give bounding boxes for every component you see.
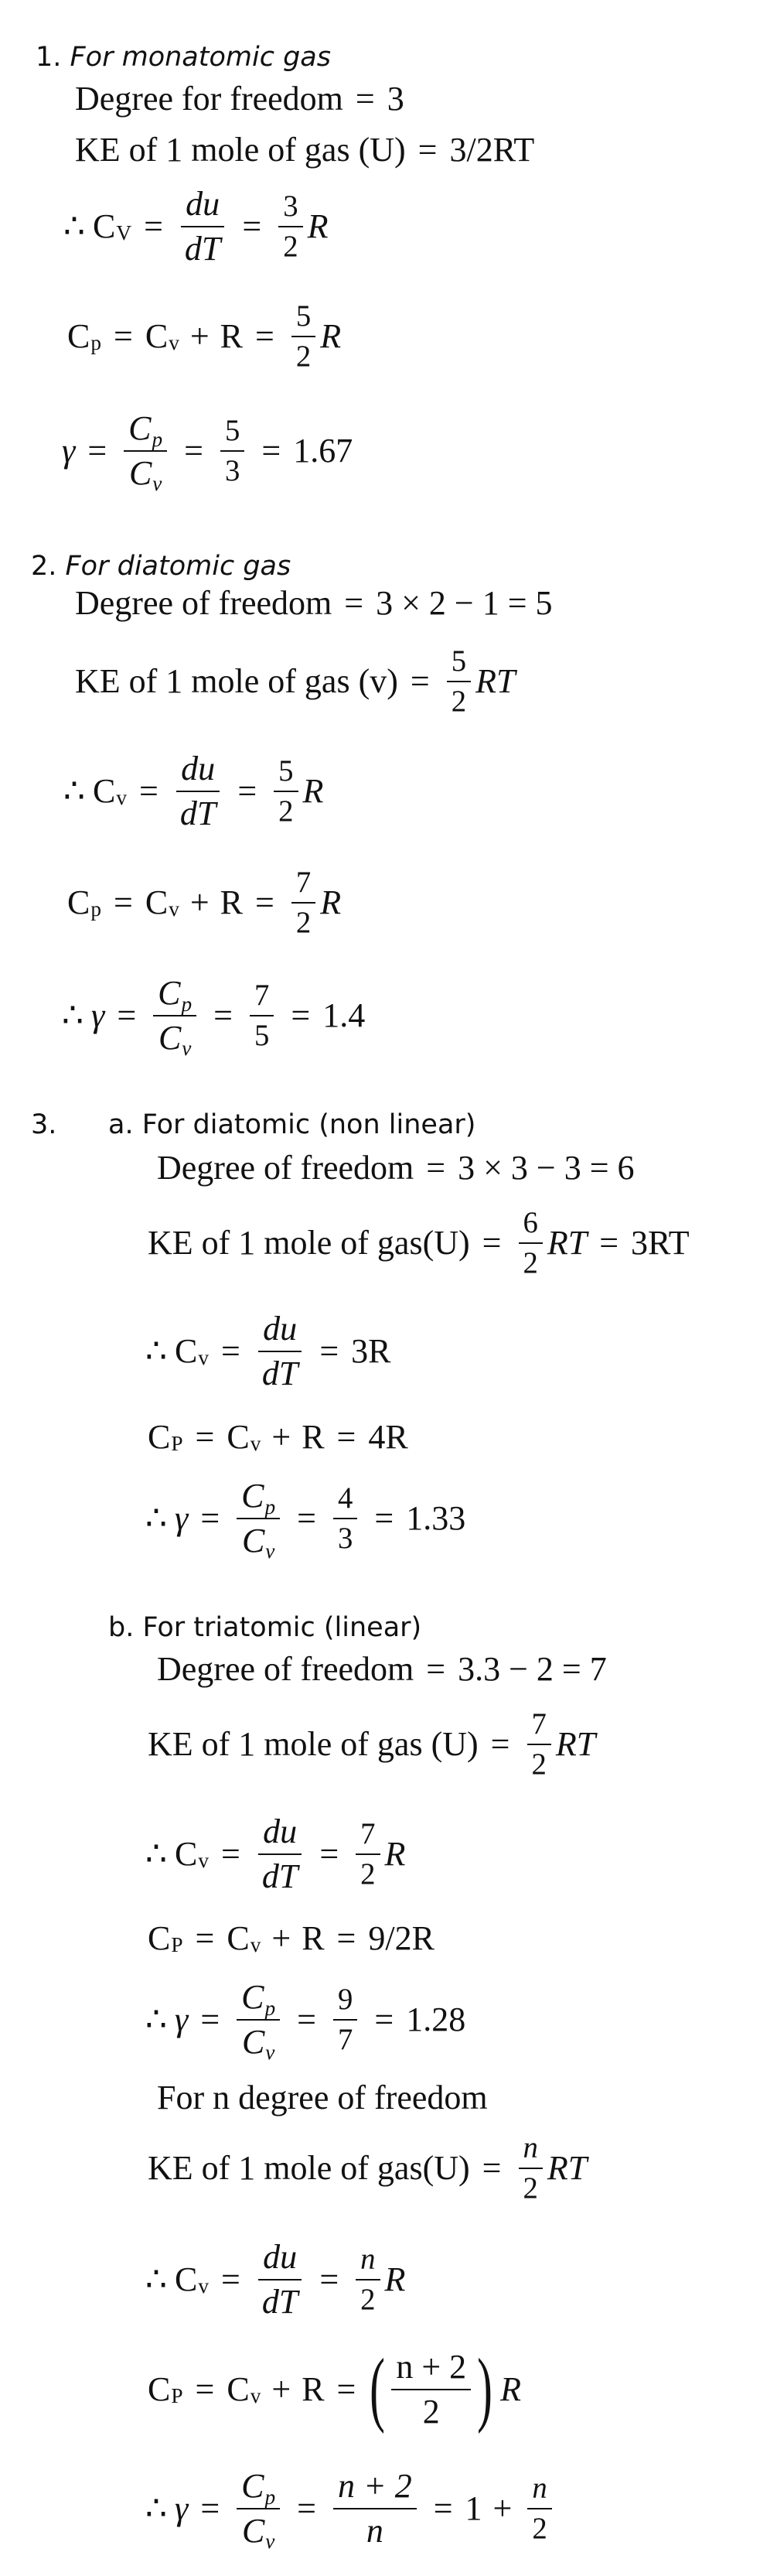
s3b-gamma-equation: ∴ γ = $\frac{Cp}{Cv}$ = $\frac{9}{7}$ = 1.28 (145, 1978, 466, 2065)
s3n-heading (157, 2081, 488, 2115)
section-2-title: For diatomic gas (65, 551, 291, 582)
s3a-ke-line: KE of 1 mole of gas(U) = $\frac{6}{2}$ RT = 3RT (148, 1206, 690, 1279)
s3a-dof-line: Degree of freedom = 3 × 3 − 3 = 6 (157, 1149, 635, 1187)
s3b-dof-line: Degree of freedom = 3.3 − 2 = 7 (157, 1650, 607, 1688)
s3b-cp-cv-fraction: $\frac{Cp}{Cv}$ (237, 1979, 280, 2060)
s3a-ke-label: KE of 1 mole of gas(U) (148, 1223, 470, 1262)
s3b-title: b. For triatomic (linear) (108, 1612, 422, 1643)
s3b-gamma-value: 1.28 (406, 2000, 466, 2038)
s2-ke-label: KE of 1 mole of gas (v) (75, 661, 398, 700)
s2-ke-fraction: $\frac{5}{2}$ (447, 645, 471, 718)
s1-ke-line: KE of 1 mole of gas (U) = 3/2RT (75, 131, 535, 169)
s2-ke-line: KE of 1 mole of gas (v) = $\frac{5}{2}$ RT (75, 644, 516, 718)
s3b-cv-fraction: $\frac{7}{2}$ (356, 1818, 380, 1891)
s3a-ke-result: 3RT (631, 1223, 690, 1262)
s3b-gamma-fraction: $\frac{9}{7}$ (333, 1983, 357, 2056)
left-paren: ( (370, 2342, 386, 2435)
s2-cp-equation: C p = C v + R = $\frac{7}{2}$ R (67, 866, 342, 939)
s3a-cp-cv-fraction: $\frac{Cp}{Cv}$ (237, 1478, 280, 1559)
s3b-du-dt-fraction: $\frac{du}{dT}$ (257, 1813, 302, 1894)
s3b-ke-label: KE of 1 mole of gas (U) (148, 1724, 479, 1763)
s3n-title: For n degree of freedom (157, 2079, 488, 2116)
section-1-title: For monatomic gas (70, 42, 331, 73)
s3b-cp-equation: C P = C v + R = 9/2R (148, 1919, 435, 1957)
section-2-number: 2. (31, 551, 57, 582)
s3n-gamma-equation: ∴ γ = $\frac{Cp}{Cv}$ = $\frac{n + 2}{n}$ = 1 + $\frac{n}{2}$ (145, 2468, 557, 2549)
s3b-dof-label: Degree of freedom (157, 1650, 414, 1688)
s3a-title: a. For diatomic (non linear) (108, 1109, 476, 1140)
s3n-cv-equation: ∴ C v = $\frac{du}{dT}$ = $\frac{n}{2}$ R (145, 2238, 406, 2321)
s1-ke-value: 3/2RT (449, 131, 535, 169)
section-3-number: 3. (31, 1109, 57, 1140)
s1-cv-fraction: $\frac{3}{2}$ (278, 190, 302, 263)
s3a-gamma-value: 1.33 (406, 1498, 466, 1537)
s1-dof-line: Degree for freedom = 3 (75, 80, 404, 118)
s3a-heading (108, 1108, 475, 1142)
s2-dof-expr: 3 × 2 − 1 = 5 (376, 584, 553, 622)
s2-gamma-fraction: $\frac{7}{5}$ (250, 979, 274, 1052)
s2-cv-fraction: $\frac{5}{2}$ (274, 755, 298, 828)
s3n-gamma-fraction: $\frac{n + 2}{n}$ (333, 2468, 417, 2549)
section-1-heading (36, 40, 331, 74)
s3n-cp-cv-fraction: $\frac{Cp}{Cv}$ (237, 2468, 280, 2549)
section-2-heading (31, 549, 291, 583)
s1-dof-label: Degree for freedom (75, 80, 343, 118)
s3b-cp-value: 9/2R (368, 1919, 435, 1957)
s3n-ke-line: KE of 1 mole of gas(U) = $\frac{n}{2}$ RT (148, 2131, 588, 2205)
section-3-heading (31, 1108, 56, 1142)
s3a-cp-value: 4R (368, 1418, 408, 1456)
s3n-ke-fraction: $\frac{n}{2}$ (519, 2132, 543, 2205)
s1-dof-value: 3 (387, 80, 404, 118)
s1-ke-label: KE of 1 mole of gas (U) (75, 131, 406, 169)
s3a-gamma-fraction: $\frac{4}{3}$ (333, 1482, 357, 1555)
right-paren: ) (477, 2342, 493, 2435)
s1-cp-equation: C p = C v + R = $\frac{5}{2}$ R (67, 299, 342, 373)
s3n-du-dt-fraction: $\frac{du}{dT}$ (257, 2239, 302, 2320)
s2-cp-fraction: $\frac{7}{2}$ (291, 866, 315, 939)
s3a-ke-fraction: $\frac{6}{2}$ (519, 1207, 543, 1279)
s1-du-dt-fraction: $\frac{du}{dT}$ (180, 186, 225, 267)
s2-gamma-value: 1.4 (322, 996, 366, 1034)
s3b-heading (108, 1611, 421, 1645)
s2-dof-line: Degree of freedom = 3 × 2 − 1 = 5 (75, 584, 553, 622)
s1-cp-fraction: $\frac{5}{2}$ (291, 300, 315, 373)
s3n-gamma-tail-fraction: $\frac{n}{2}$ (527, 2472, 551, 2545)
s3a-du-dt-fraction: $\frac{du}{dT}$ (257, 1310, 302, 1392)
s3b-ke-line: KE of 1 mole of gas (U) = $\frac{7}{2}$ RT (148, 1707, 596, 1781)
s3n-gamma-one: 1 (465, 2489, 482, 2527)
s3b-cv-equation: ∴ C v = $\frac{du}{dT}$ = $\frac{7}{2}$ R (145, 1812, 406, 1895)
s1-gamma-value: 1.67 (293, 431, 353, 470)
s1-cv-equation: ∴ C V = $\frac{du}{dT}$ = $\frac{3}{2}$ R (63, 185, 329, 268)
s3a-cv-equation: ∴ C v = $\frac{du}{dT}$ = 3R (145, 1310, 391, 1392)
s2-dof-label: Degree of freedom (75, 584, 332, 622)
s3a-gamma-equation: ∴ γ = $\frac{Cp}{Cv}$ = $\frac{4}{3}$ = 1.33 (145, 1477, 466, 1563)
s2-du-dt-fraction: $\frac{du}{dT}$ (176, 750, 220, 832)
s3n-cv-fraction: $\frac{n}{2}$ (356, 2243, 380, 2316)
s3n-cp-fraction: $\frac{n + 2}{2}$ (391, 2349, 471, 2430)
section-1-number: 1. (36, 42, 62, 73)
s1-gamma-fraction: $\frac{5}{3}$ (220, 415, 244, 487)
s3n-cp-equation: C P = C v + R = ( $\frac{n + 2}{2}$ ) R (148, 2342, 522, 2435)
s3b-ke-fraction: $\frac{7}{2}$ (527, 1708, 551, 1781)
s3b-dof-expr: 3.3 − 2 = 7 (458, 1650, 607, 1688)
s3a-cp-equation: C P = C v + R = 4R (148, 1418, 408, 1456)
s1-cp-cv-fraction: $\frac{Cp}{Cv}$ (124, 410, 167, 491)
s3a-dof-expr: 3 × 3 − 3 = 6 (458, 1149, 635, 1187)
s3a-cv-value: 3R (351, 1331, 391, 1370)
s3a-dof-label: Degree of freedom (157, 1149, 414, 1187)
s3n-ke-label: KE of 1 mole of gas(U) (148, 2148, 470, 2187)
s1-gamma-equation: γ = $\frac{Cp}{Cv}$ = $\frac{5}{3}$ = 1.67 (62, 409, 353, 496)
s2-gamma-equation: ∴ γ = $\frac{Cp}{Cv}$ = $\frac{7}{5}$ = 1.4 (62, 974, 366, 1061)
s2-cv-equation: ∴ C v = $\frac{du}{dT}$ = $\frac{5}{2}$ R (63, 750, 324, 832)
s2-cp-cv-fraction: $\frac{Cp}{Cv}$ (153, 975, 196, 1056)
